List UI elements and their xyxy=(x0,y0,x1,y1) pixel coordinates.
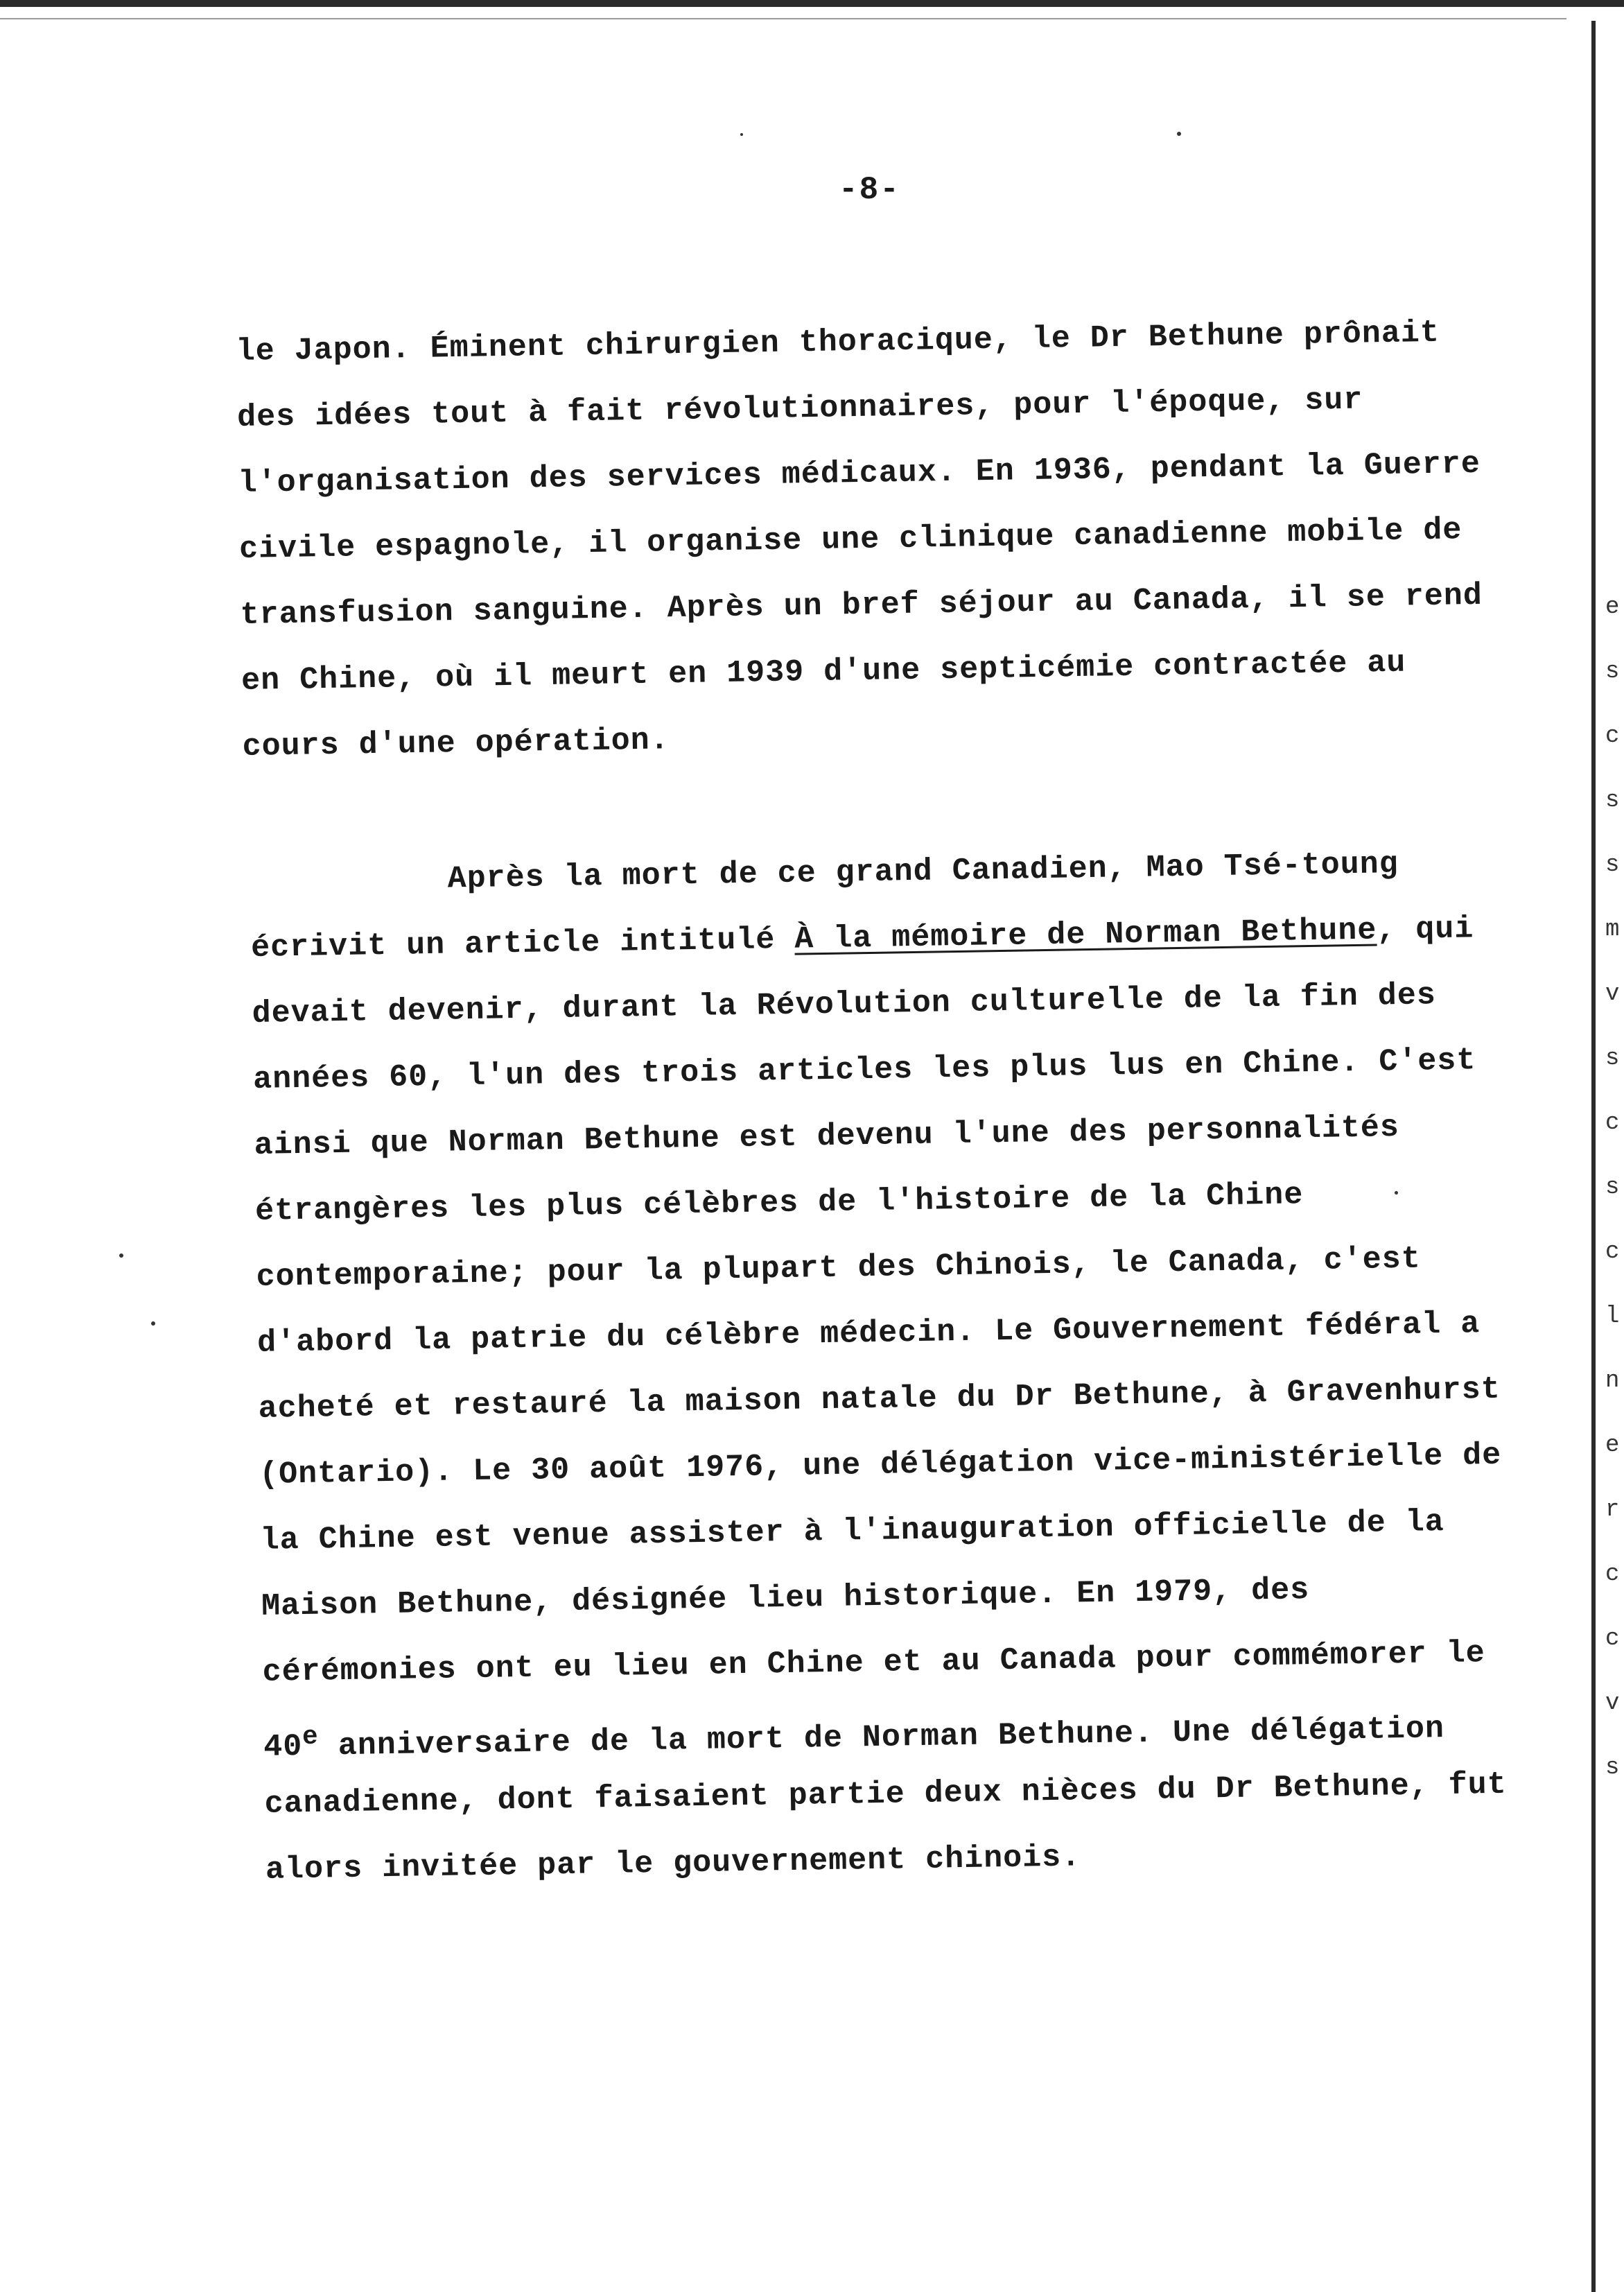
clipped-adjacent-page-text xyxy=(1605,575,1624,1800)
paragraph-bethune-biography xyxy=(236,299,1485,780)
text-line: contemporaine; pour la plupart des Chinois, le Canada, c'est xyxy=(256,1241,1422,1295)
text-line-indented: Après la mort de ce grand Canadien, Mao Tsé-toung xyxy=(447,846,1399,897)
margin-letter: c xyxy=(1605,1561,1620,1588)
top-scan-border xyxy=(0,0,1624,7)
text-line: la Chine est venue assister à l'inauguration officielle de la xyxy=(260,1504,1445,1559)
margin-letter: e xyxy=(1605,1432,1620,1459)
scan-speck xyxy=(740,133,743,136)
margin-letter: n xyxy=(1605,1368,1620,1394)
paragraph-bethune-legacy xyxy=(250,830,1508,1903)
text-line: cours d'une opération. xyxy=(242,722,670,765)
text-line: étrangères les plus célèbres de l'histoire de la Chine xyxy=(254,1177,1304,1229)
page-number: -8- xyxy=(839,172,900,208)
text-line: civile espagnole, il organise une clinique canadienne mobile de xyxy=(238,512,1463,567)
margin-letter: s xyxy=(1605,788,1620,814)
text-line: canadienne, dont faisaient partie deux nièces du Dr Bethune, fut xyxy=(264,1766,1508,1822)
article-title: À la mémoire de Norman Bethune xyxy=(794,912,1377,957)
margin-letter: s xyxy=(1605,1045,1620,1072)
margin-letter: c xyxy=(1605,1239,1620,1265)
text-line: ainsi que Norman Bethune est devenu l'une des personnalités xyxy=(254,1109,1400,1163)
text-line: en Chine, où il meurt en 1939 d'une septicémie contractée au xyxy=(241,645,1406,699)
right-scan-border xyxy=(1591,21,1596,2292)
margin-letter: c xyxy=(1605,723,1620,749)
margin-letter: m xyxy=(1605,917,1620,943)
margin-letter: l xyxy=(1605,1303,1620,1330)
ordinal-suffix: e xyxy=(302,1722,319,1752)
margin-letter: s xyxy=(1605,1174,1620,1201)
scan-speck xyxy=(1177,132,1181,136)
top-scan-line xyxy=(0,18,1566,19)
text-line: années 60, l'un des trois articles les plus lus en Chine. C'est xyxy=(252,1043,1476,1097)
text-line: cérémonies ont eu lieu en Chine et au Canada pour commémorer le xyxy=(262,1635,1486,1690)
margin-letter: c xyxy=(1605,1110,1620,1136)
text-line: acheté et restauré la maison natale du Dr Bethune, à Gravenhurst xyxy=(258,1371,1501,1427)
text-line: le Japon. Éminent chirurgien thoracique, le Dr Bethune prônait xyxy=(236,315,1440,370)
margin-letter: s xyxy=(1605,659,1620,685)
margin-letter: r xyxy=(1605,1497,1620,1523)
text-segment: , qui xyxy=(1376,911,1474,948)
text-line: l'organisation des services médicaux. En 1936, pendant la Guerre xyxy=(238,446,1481,501)
text-line: des idées tout à fait révolutionnaires, pour l'époque, sur xyxy=(236,382,1363,435)
scan-speck xyxy=(1395,1191,1398,1195)
text-segment: anniversaire de la mort de Norman Bethune. Une délégation xyxy=(318,1711,1445,1764)
text-line: devait devenir, durant la Révolution culturelle de la fin des xyxy=(252,978,1437,1032)
text-segment: écrivit un article intitulé xyxy=(250,921,795,966)
margin-letter: v xyxy=(1605,1690,1620,1717)
text-line: d'abord la patrie du célèbre médecin. Le Gouvernement fédéral a xyxy=(256,1306,1481,1361)
scan-speck xyxy=(151,1321,155,1326)
margin-letter: e xyxy=(1605,594,1620,620)
text-line: Maison Bethune, désignée lieu historique. En 1979, des xyxy=(261,1572,1310,1624)
margin-letter: c xyxy=(1605,1626,1620,1652)
margin-letter: s xyxy=(1605,852,1620,878)
text-line: alors invitée par le gouvernement chinois. xyxy=(265,1839,1081,1888)
text-line: transfusion sanguine. Après un bref séjour au Canada, il se rend xyxy=(240,578,1483,633)
text-line: (Ontario). Le 30 août 1976, une délégation vice-ministérielle de xyxy=(259,1437,1502,1493)
margin-letter: v xyxy=(1605,981,1620,1007)
scan-speck xyxy=(119,1253,123,1258)
margin-letter: s xyxy=(1605,1755,1620,1781)
ordinal-number: 40 xyxy=(263,1728,303,1765)
